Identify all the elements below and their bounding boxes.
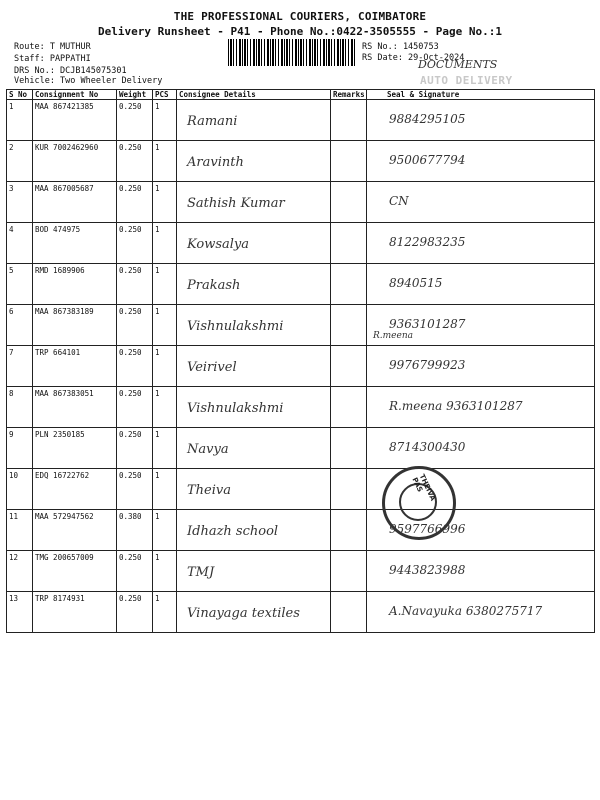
consignee-handwriting: Prakash [187, 278, 241, 293]
consignee-handwriting: Veirivel [187, 360, 237, 375]
rs-date: RS Date: 29-Oct-2024 [362, 53, 465, 63]
consignee-handwriting: Ramani [187, 114, 238, 129]
signature-handwriting: 9884295105 [389, 112, 466, 126]
signature-cell [367, 428, 595, 469]
consignment-cell: KUR 7002462960 [33, 141, 117, 182]
col-seal-signature: Seal & Signature [367, 90, 595, 100]
barcode [228, 39, 356, 66]
col-remarks: Remarks [331, 90, 367, 100]
consignment-cell: MAA 867421385 [33, 100, 117, 141]
table-row [7, 592, 595, 633]
weight-cell: 0.250 [117, 428, 153, 469]
signature-handwriting: 8714300430 [389, 440, 466, 454]
table-row [7, 510, 595, 551]
consignee-handwriting: Aravinth [187, 155, 244, 170]
pcs-cell: 1 [153, 100, 177, 141]
table-row [7, 100, 595, 141]
weight-cell: 0.250 [117, 592, 153, 633]
consignee-cell [177, 469, 331, 510]
route-label: Route: T MUTHUR [14, 42, 91, 52]
consignee-cell [177, 428, 331, 469]
table-row [7, 346, 595, 387]
pcs-cell: 1 [153, 346, 177, 387]
signature-cell [367, 346, 595, 387]
weight-cell: 0.250 [117, 100, 153, 141]
weight-cell: 0.250 [117, 182, 153, 223]
signature-name-handwriting: R.meena [373, 331, 413, 341]
rs-no: RS No.: 1450753 [362, 42, 439, 52]
consignee-cell [177, 182, 331, 223]
table-row [7, 141, 595, 182]
remarks-cell [331, 428, 367, 469]
runsheet-table [6, 89, 595, 633]
documents-handwriting: DOCUMENTS [418, 58, 498, 71]
sno-cell: 4 [7, 223, 33, 264]
signature-cell [367, 264, 595, 305]
signature-cell [367, 223, 595, 264]
signature-handwriting: R.meena 9363101287 [389, 399, 523, 413]
vehicle-label: Vehicle: Two Wheeler Delivery [14, 76, 163, 86]
consignment-cell: BOD 474975 [33, 223, 117, 264]
signature-cell [367, 182, 595, 223]
remarks-cell [331, 141, 367, 182]
pcs-cell: 1 [153, 510, 177, 551]
weight-cell: 0.250 [117, 223, 153, 264]
consignee-cell [177, 100, 331, 141]
drs-label: DRS No.: DCJB145075301 [14, 66, 127, 76]
weight-cell: 0.250 [117, 305, 153, 346]
consignment-cell: TRP 664101 [33, 346, 117, 387]
remarks-cell [331, 346, 367, 387]
pcs-cell: 1 [153, 387, 177, 428]
pcs-cell: 1 [153, 141, 177, 182]
signature-handwriting: CN [389, 194, 409, 208]
consignee-cell [177, 592, 331, 633]
consignee-cell [177, 387, 331, 428]
consignee-handwriting: Idhazh school [187, 524, 279, 539]
consignment-cell: MAA 867383051 [33, 387, 117, 428]
consignee-cell [177, 223, 331, 264]
consignee-handwriting: Kowsalya [187, 237, 249, 252]
consignee-cell [177, 305, 331, 346]
staff-label: Staff: PAPPATHI [14, 54, 91, 64]
remarks-cell [331, 100, 367, 141]
weight-cell: 0.250 [117, 264, 153, 305]
col-pcs: PCS [153, 90, 177, 100]
pcs-cell: 1 [153, 469, 177, 510]
signature-cell [367, 100, 595, 141]
pcs-cell: 1 [153, 551, 177, 592]
sno-cell: 9 [7, 428, 33, 469]
col-consignee: Consignee Details [177, 90, 331, 100]
consignment-cell: MAA 867383189 [33, 305, 117, 346]
table-row [7, 387, 595, 428]
table-row [7, 551, 595, 592]
weight-cell: 0.250 [117, 387, 153, 428]
remarks-cell [331, 551, 367, 592]
pcs-cell: 1 [153, 592, 177, 633]
sno-cell: 2 [7, 141, 33, 182]
weight-cell: 0.250 [117, 141, 153, 182]
weight-cell: 0.380 [117, 510, 153, 551]
sno-cell: 8 [7, 387, 33, 428]
col-weight: Weight [117, 90, 153, 100]
consignment-cell: EDQ 16722762 [33, 469, 117, 510]
signature-handwriting: 9976799923 [389, 358, 466, 372]
table-row [7, 305, 595, 346]
delivery-stamp [382, 466, 456, 540]
signature-cell [367, 551, 595, 592]
sno-cell: 6 [7, 305, 33, 346]
pcs-cell: 1 [153, 223, 177, 264]
remarks-cell [331, 469, 367, 510]
table-row [7, 428, 595, 469]
consignment-cell: TRP 8174931 [33, 592, 117, 633]
sno-cell: 1 [7, 100, 33, 141]
sno-cell: 10 [7, 469, 33, 510]
signature-handwriting: 8122983235 [389, 235, 466, 249]
consignee-cell [177, 551, 331, 592]
remarks-cell [331, 510, 367, 551]
signature-handwriting: A.Navayuka 6380275717 [389, 604, 543, 618]
consignee-cell [177, 346, 331, 387]
pcs-cell: 1 [153, 305, 177, 346]
pcs-cell: 1 [153, 264, 177, 305]
company-title: THE PROFESSIONAL COURIERS, COIMBATORE [173, 10, 427, 23]
consignee-handwriting: Vishnulakshmi [187, 319, 284, 334]
signature-cell [367, 141, 595, 182]
signature-handwriting: 9597766996 [389, 522, 466, 536]
weight-cell: 0.250 [117, 346, 153, 387]
remarks-cell [331, 182, 367, 223]
table-row [7, 469, 595, 510]
consignment-cell: MAA 572947562 [33, 510, 117, 551]
col-consignment: Consignment No [33, 90, 117, 100]
table-header-row [7, 90, 595, 100]
consignee-handwriting: Vinayaga textiles [187, 606, 300, 621]
table-row [7, 182, 595, 223]
remarks-cell [331, 264, 367, 305]
table-row [7, 223, 595, 264]
signature-handwriting: 9443823988 [389, 563, 466, 577]
consignee-handwriting: Vishnulakshmi [187, 401, 284, 416]
consignee-cell [177, 510, 331, 551]
pcs-cell: 1 [153, 182, 177, 223]
consignee-handwriting: TMJ [187, 565, 215, 580]
signature-cell [367, 592, 595, 633]
col-sno: S No [7, 90, 33, 100]
remarks-cell [331, 592, 367, 633]
consignment-cell: PLN 2350185 [33, 428, 117, 469]
sno-cell: 3 [7, 182, 33, 223]
consignee-cell [177, 141, 331, 182]
signature-handwriting: 8940515 [389, 276, 443, 290]
remarks-cell [331, 387, 367, 428]
sno-cell: 11 [7, 510, 33, 551]
sno-cell: 7 [7, 346, 33, 387]
consignee-handwriting: Sathish Kumar [187, 196, 285, 211]
runsheet-subtitle: Delivery Runsheet - P41 - Phone No.:0422-3505555 - Page No.:1 [98, 25, 502, 38]
consignment-cell: TMG 200657009 [33, 551, 117, 592]
signature-cell [367, 305, 595, 346]
sno-cell: 5 [7, 264, 33, 305]
consignment-cell: MAA 867005687 [33, 182, 117, 223]
sno-cell: 13 [7, 592, 33, 633]
pcs-cell: 1 [153, 428, 177, 469]
signature-cell [367, 387, 595, 428]
signature-handwriting: 9500677794 [389, 153, 466, 167]
weight-cell: 0.250 [117, 551, 153, 592]
table-row [7, 264, 595, 305]
consignment-cell: RMD 1689906 [33, 264, 117, 305]
signature-handwriting: 9363101287 [389, 317, 466, 331]
consignee-cell [177, 264, 331, 305]
sno-cell: 12 [7, 551, 33, 592]
stamp-text: THEIVA PAS [410, 473, 437, 503]
remarks-cell [331, 305, 367, 346]
consignee-handwriting: Theiva [187, 483, 231, 498]
weight-cell: 0.250 [117, 469, 153, 510]
consignee-handwriting: Navya [187, 442, 229, 457]
auto-delivery-faint-stamp: AUTO DELIVERY [420, 74, 513, 87]
remarks-cell [331, 223, 367, 264]
